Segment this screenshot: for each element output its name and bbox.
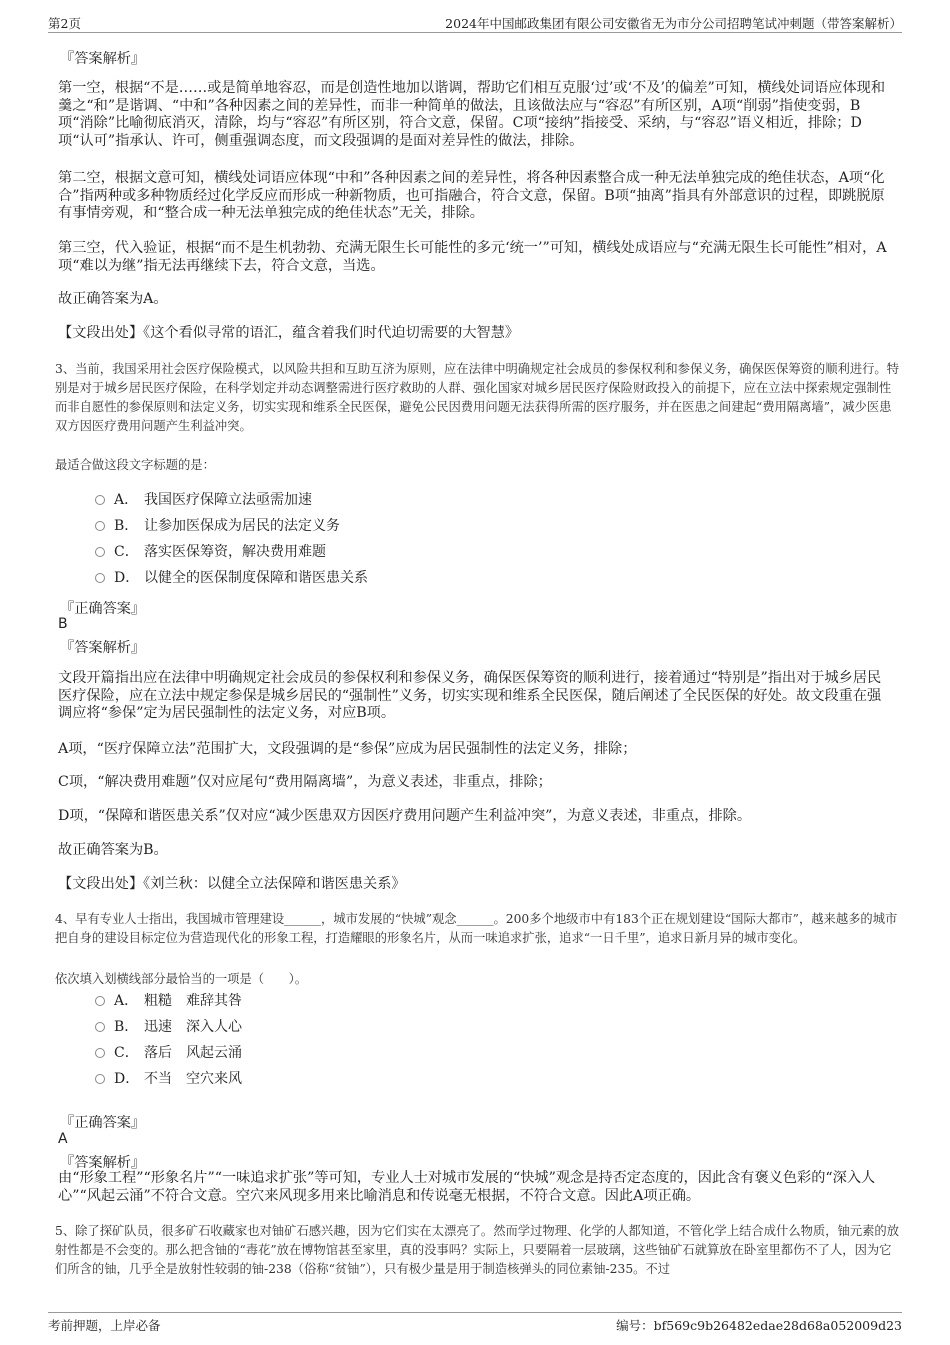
q3-prompt: 最适合做这段文字标题的是： [55, 458, 215, 472]
radio-icon[interactable] [95, 573, 105, 583]
q3-analysis-label: 『答案解析』 [60, 640, 146, 656]
q4-option-c[interactable]: C． 落后 风起云涌 [95, 1044, 242, 1062]
page-header [48, 12, 902, 33]
q4-prompt: 依次填入划横线部分最恰当的一项是（ ）。 [55, 972, 308, 986]
radio-icon[interactable] [95, 1048, 105, 1058]
q3-option-d[interactable]: D． 以健全的医保制度保障和谐医患关系 [95, 569, 368, 587]
q4-stem: 4、早有专业人士指出，我国城市管理建设______，城市发展的“快城”观念______。200多个地级市中有183个正在规划建设“国际大都市”，越来越多的城市把自身的建设目标定位为营造现代化的形象工程，打造耀眼的形象名片，从而一味追求扩张，追求“一日千里”，追求日新月异的城市变化。 [55, 912, 898, 945]
q3-source: 【文段出处】《刘兰秋：以健全立法保障和谐医患关系》 [58, 876, 406, 892]
prev-analysis-para-3: 第三空，代入验证，根据“而不是生机勃勃、充满无限生长可能性的多元‘统一’”可知，横线处成语应与“充满无限生长可能性”相对，A项“难以为继”指无法再继续下去，符合文意，当选。 [58, 240, 887, 274]
q5-stem: 5、除了探矿队员，很多矿石收藏家也对铀矿石感兴趣，因为它们实在太漂亮了。然而学过物理、化学的人都知道，不管化学上结合成什么物质，铀元素的放射性都是不会变的。那么把含铀的“毒花”放在博物馆甚至家里，真的没事吗？实际上，只要隔着一层玻璃，这些铀矿石就算放在卧室里都伤不了人，因为它们所含的铀，几乎全是放射性较弱的铀-238（俗称“贫铀”），只有极少量是用于制造核弹头的同位素铀-235。不过 [55, 1224, 900, 1276]
q3-analysis-para-4: D项，“保障和谐医患关系”仅对应“减少医患双方因医疗费用问题产生利益冲突”，为意义表述，非重点，排除。 [58, 808, 752, 824]
q4-correct-answer: A [58, 1131, 68, 1147]
q3-option-b[interactable]: B． 让参加医保成为居民的法定义务 [95, 517, 340, 535]
q3-analysis-para-1: 文段开篇指出应在法律中明确规定社会成员的参保权利和参保义务，确保医保筹资的顺利进行，接着通过“特别是”指出对于城乡居民医疗保险，应在立法中规定参保是城乡居民的“强制性”义务，切实实现和维系全民医保，随后阐述了全民医保的好处。故文段重在强调应将“参保”定为居民强制性的法定义务，对应B项。 [58, 670, 882, 721]
q3-option-c[interactable]: C． 落实医保筹资，解决费用难题 [95, 543, 326, 561]
q3-analysis-para-2: A项，“医疗保障立法”范围扩大，文段强调的是“参保”应成为居民强制性的法定义务，排除； [58, 741, 637, 757]
page-footer [48, 1312, 902, 1335]
q3-stem: 3、当前，我国采用社会医疗保险模式，以风险共担和互助互济为原则，应在法律中明确规定社会成员的参保权利和参保义务，确保医保筹资的顺利进行。特别是对于城乡居民医疗保险，在科学划定并动态调整需进行医疗救助的人群、强化国家对城乡居民医疗保险财政投入的前提下，应在立法中探索规定强制性而非自愿性的参保原则和法定义务，切实实现和维系全民医保，避免公民因费用问题无法获得所需的医疗服务，并在医患之间建起“费用隔离墙”，减少医患双方因医疗费用问题产生利益冲突。 [55, 362, 900, 433]
q4-option-d[interactable]: D． 不当 空穴来风 [95, 1070, 242, 1088]
q4-option-b[interactable]: B． 迅速 深入人心 [95, 1018, 242, 1036]
radio-icon[interactable] [95, 996, 105, 1006]
radio-icon[interactable] [95, 547, 105, 557]
prev-analysis-para-2: 第二空，根据文意可知，横线处词语应体现“中和”各种因素之间的差异性，将各种因素整合成一种无法单独完成的绝佳状态，A项“化合”指两种或多种物质经过化学反应而形成一种新物质，也可指融合，符合文意，保留。B项“抽离”指具有外部意识的过程，即跳脱原有事情旁观，和“整合成一种无法单独完成的绝佳状态”无关，排除。 [58, 170, 885, 221]
document-title: 2024年中国邮政集团有限公司安徽省无为市分公司招聘笔试冲刺题（带答案解析） [445, 16, 902, 31]
q3-analysis-para-3: C项，“解决费用难题”仅对应尾句“费用隔离墙”，为意义表述，非重点，排除； [58, 774, 552, 790]
prev-conclusion: 故正确答案为A。 [58, 291, 168, 307]
q4-analysis-para-1: 由“形象工程”“形象名片”“一味追求扩张”等可知，专业人士对城市发展的“快城”观念是持否定态度的，因此含有褒义色彩的“深入人心”“风起云涌”不符合文意。空穴来风现多用来比喻消息和传说毫无根据，不符合文意。因此A项正确。 [58, 1170, 876, 1204]
footer-slogan: 考前押题，上岸必备 [48, 1318, 161, 1333]
radio-icon[interactable] [95, 1074, 105, 1084]
radio-icon[interactable] [95, 1022, 105, 1032]
q3-correct-answer: B [58, 616, 68, 632]
radio-icon[interactable] [95, 521, 105, 531]
page-number: 第2页 [48, 16, 81, 31]
prev-analysis-para-1: 第一空，根据“不是……或是简单地容忍，而是创造性地加以谐调，帮助它们相互克服‘过’或‘不及’的偏差”可知，横线处词语应体现和羹之“和”是谐调、“中和”各种因素之间的差异性，而非一种简单的做法，且该做法应与“容忍”有所区别，A项“削弱”指使变弱，B项“消除”比喻彻底消灭，清除，均与“容忍”有所区别，符合文意，保留。C项“接纳”指接受、采纳，与“容忍”语义相近，排除；D项“认可”指承认、许可，侧重强调态度，而文段强调的是面对差异性的做法，排除。 [58, 80, 886, 149]
q4-correct-label: 『正确答案』 [60, 1115, 146, 1131]
q4-analysis-label: 『答案解析』 [60, 1155, 146, 1171]
prev-analysis-label: 『答案解析』 [60, 51, 146, 67]
radio-icon[interactable] [95, 495, 105, 505]
q3-option-a[interactable]: A． 我国医疗保障立法亟需加速 [95, 491, 312, 509]
prev-source: 【文段出处】《这个看似寻常的语汇，蕴含着我们时代迫切需要的大智慧》 [58, 325, 520, 341]
document-id: 编号：bf569c9b26482edae28d68a052009d23 [616, 1318, 902, 1333]
q4-option-a[interactable]: A． 粗糙 难辞其咎 [95, 992, 242, 1010]
q3-correct-label: 『正确答案』 [60, 601, 146, 617]
q3-conclusion: 故正确答案为B。 [58, 842, 168, 858]
